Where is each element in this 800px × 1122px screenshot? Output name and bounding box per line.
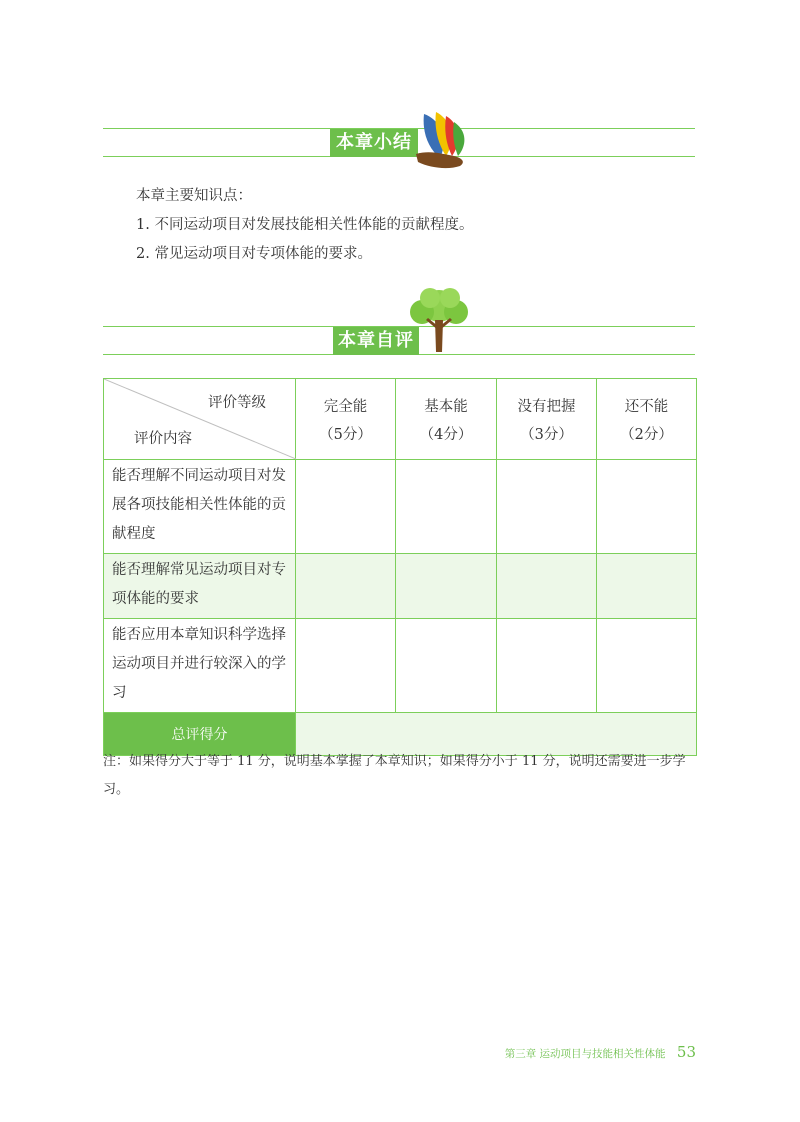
table-row <box>104 460 697 554</box>
level-header-3: 没有把握 （3分） <box>497 379 597 460</box>
level-header-2: 基本能 （4分） <box>396 379 497 460</box>
summary-intro: 本章主要知识点： <box>136 188 252 204</box>
score-cell[interactable] <box>396 619 497 713</box>
score-cell[interactable] <box>396 554 497 619</box>
row-content-1: 能否理解不同运动项目对发展各项技能相关性体能的贡献程度 <box>104 460 296 554</box>
table-row <box>104 554 697 619</box>
row-content-3: 能否应用本章知识科学选择运动项目并进行较深入的学习 <box>104 619 296 713</box>
level-header-4: 还不能 （2分） <box>597 379 697 460</box>
score-cell[interactable] <box>497 460 597 554</box>
score-cell[interactable] <box>597 619 697 713</box>
summary-content <box>136 182 473 269</box>
score-cell[interactable] <box>597 554 697 619</box>
table-header-row <box>104 379 697 460</box>
score-cell[interactable] <box>396 460 497 554</box>
score-cell[interactable] <box>497 619 597 713</box>
footer-chapter: 第三章 运动项目与技能相关性体能 <box>504 1048 666 1060</box>
score-cell[interactable] <box>296 554 396 619</box>
corner-content-label: 评价内容 <box>134 431 192 447</box>
summary-point-2: 2. 常见运动项目对专项体能的要求。 <box>136 246 372 262</box>
score-cell[interactable] <box>296 619 396 713</box>
self-eval-title: 本章自评 <box>333 327 419 355</box>
leaf-hand-icon <box>412 106 472 170</box>
corner-level-label: 评价等级 <box>208 395 266 411</box>
row-content-2: 能否理解常见运动项目对专项体能的要求 <box>104 554 296 619</box>
page-number: 53 <box>676 1043 696 1061</box>
summary-point-1: 1. 不同运动项目对发展技能相关性体能的贡献程度。 <box>136 217 474 233</box>
self-eval-table <box>103 378 697 756</box>
summary-title: 本章小结 <box>330 129 418 157</box>
score-cell[interactable] <box>497 554 597 619</box>
score-cell[interactable] <box>296 460 396 554</box>
total-score-label: 总评得分 <box>104 713 296 756</box>
note-text: 注：如果得分大于等于 11 分，说明基本掌握了本章知识；如果得分小于 11 分，说明还需要进一步学习。 <box>103 754 686 797</box>
tree-icon <box>404 286 474 354</box>
page-footer <box>505 1043 696 1061</box>
corner-cell <box>104 379 296 460</box>
level-header-1: 完全能 （5分） <box>296 379 396 460</box>
score-cell[interactable] <box>597 460 697 554</box>
table-row <box>104 619 697 713</box>
diagonal-line <box>104 379 296 459</box>
